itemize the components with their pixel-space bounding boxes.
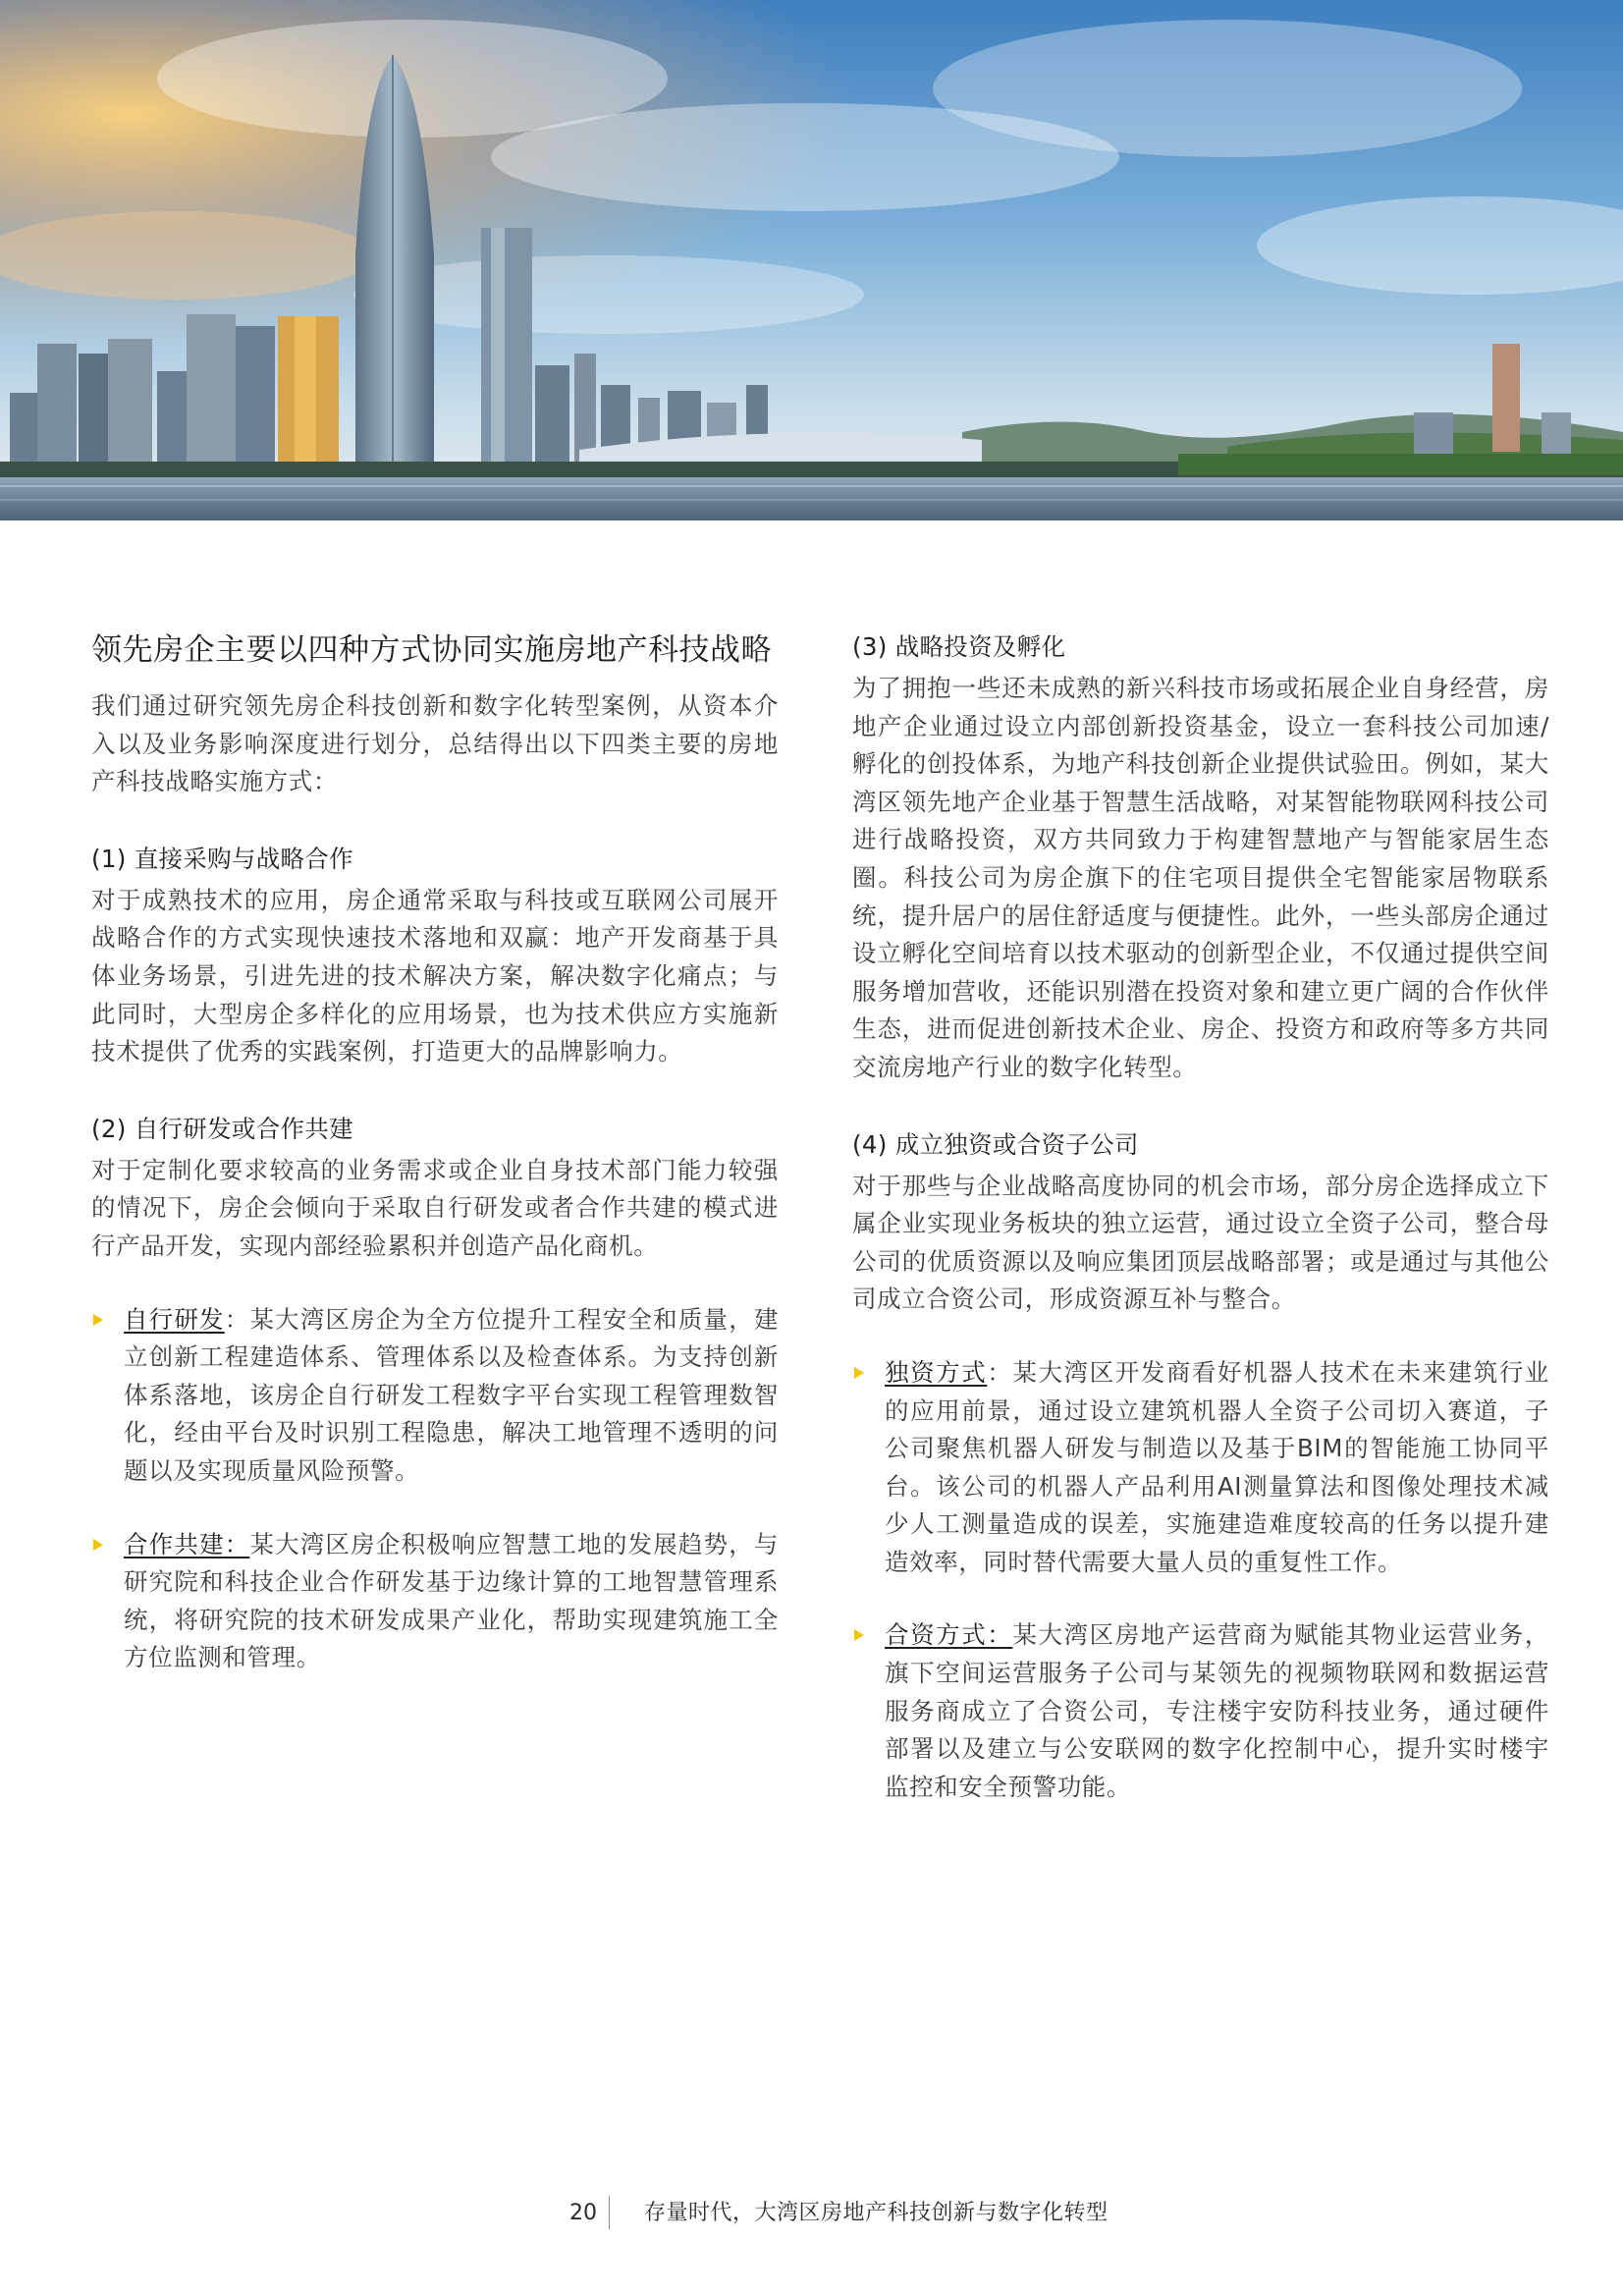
footer-title: 存量时代，大湾区房地产科技创新与数字化转型	[644, 2201, 1109, 2225]
bullet-lead: 合作共建：	[124, 1529, 250, 1558]
subsection-2-body: 对于定制化要求较高的业务需求或企业自身技术部门能力较强的情况下，房企会倾向于采取自行研发或者合作共建的模式进行产品开发，实现内部经验累积并创造产品化商机。	[91, 1155, 779, 1260]
left-column	[91, 629, 779, 1677]
right-column	[852, 629, 1549, 1806]
bullet-self-developed	[91, 1301, 779, 1491]
subsection-1-body: 对于成熟技术的应用，房企通常采取与科技或互联网公司展开战略合作的方式实现快速技术落地和双赢：地产开发商基于具体业务场景，引进先进的技术解决方案，解决数字化痛点；与此同时，大型房企多样化的应用场景，也为技术供应方实施新技术提供了优秀的实践案例，打造更大的品牌影响力。	[91, 885, 779, 1066]
page-footer	[0, 2194, 1623, 2233]
bullet-wholly-owned	[852, 1354, 1549, 1582]
bullet-joint-venture	[852, 1616, 1549, 1806]
bullet-triangle-icon	[93, 1539, 103, 1551]
subsection-4-title: (4) 成立独资或合资子公司	[852, 1129, 1139, 1159]
subsection-4-body: 对于那些与企业战略高度协同的机会市场，部分房企选择成立下属企业实现业务板块的独立运营，通过设立全资子公司，整合母公司的优质资源以及响应集团顶层战略部署；或是通过与其他公司成立合资公司，形成资源互补与整合。	[852, 1171, 1549, 1314]
bullet-lead: 自行研发	[124, 1304, 225, 1334]
bullet-lead: 合资方式：	[885, 1620, 1013, 1650]
subsection-2-title: (2) 自行研发或合作共建	[91, 1114, 353, 1143]
bullet-triangle-icon	[854, 1367, 864, 1379]
bullet-triangle-icon	[854, 1629, 864, 1641]
bullet-triangle-icon	[93, 1314, 103, 1326]
subsection-3-title: (3) 战略投资及孵化	[852, 632, 1066, 661]
page-number: 20	[569, 2201, 597, 2225]
intro-paragraph: 我们通过研究领先房企科技创新和数字化转型案例，从资本介入以及业务影响深度进行划分，总结得出以下四类主要的房地产科技战略实施方式：	[91, 691, 779, 796]
section-heading: 领先房企主要以四种方式协同实施房地产科技战略	[91, 632, 772, 668]
subsection-3-body: 为了拥抱一些还未成熟的新兴科技市场或拓展企业自身经营，房地产企业通过设立内部创新投资基金，设立一套科技公司加速/孵化的创投体系，为地产科技创新企业提供试验田。例如，某大湾区领先地产企业基于智慧生活战略，对某智能物联网科技公司进行战略投资，双方共同致力于构建智慧地产与智能家居生态圈。科技公司为房企旗下的住宅项目提供全宅智能家居物联系统，提升居户的居住舒适度与便捷性。此外，一些头部房企通过设立孵化空间培育以技术驱动的创新型企业，不仅通过提供空间服务增加营收，还能识别潜在投资对象和建立更广阔的合作伙伴生态，进而促进创新技术企业、房企、投资方和政府等多方共同交流房地产行业的数字化转型。	[852, 674, 1549, 1081]
bullet-text: ：某大湾区房企为全方位提升工程安全和质量，建立创新工程建造体系、管理体系以及检查体系。为支持创新体系落地，该房企自行研发工程数字平台实现工程管理数智化，经由平台及时识别工程隐患，解决工地管理不透明的问题以及实现质量风险预警。	[124, 1304, 779, 1485]
bullet-text: 某大湾区房地产运营商为赋能其物业运营业务，旗下空间运营服务子公司与某领先的视频物联网和数据运营服务商成立了合资公司，专注楼宇安防科技业务，通过硬件部署以及建立与公安联网的数字化控制中心，提升实时楼宇监控和安全预警功能。	[885, 1620, 1550, 1801]
bullet-text: 某大湾区房企积极响应智慧工地的发展趋势，与研究院和科技企业合作研发基于边缘计算的工地智慧管理系统，将研究院的技术研发成果产业化，帮助实现建筑施工全方位监测和管理。	[124, 1529, 780, 1672]
hero-skyline-image	[0, 0, 1623, 520]
bullet-lead: 独资方式	[885, 1357, 988, 1387]
bullet-text: ：某大湾区开发商看好机器人技术在未来建筑行业的应用前景，通过设立建筑机器人全资子公司切入赛道，子公司聚焦机器人研发与制造以及基于BIM的智能施工协同平台。该公司的机器人产品利用AI测量算法和图像处理技术减少人工测量造成的误差，实施建造难度较高的任务以提升建造效率，同时替代需要大量人员的重复性工作。	[885, 1357, 1549, 1576]
bullet-co-built	[91, 1526, 779, 1677]
subsection-1-title: (1) 直接采购与战略合作	[91, 844, 353, 873]
footer-divider	[609, 2196, 610, 2229]
